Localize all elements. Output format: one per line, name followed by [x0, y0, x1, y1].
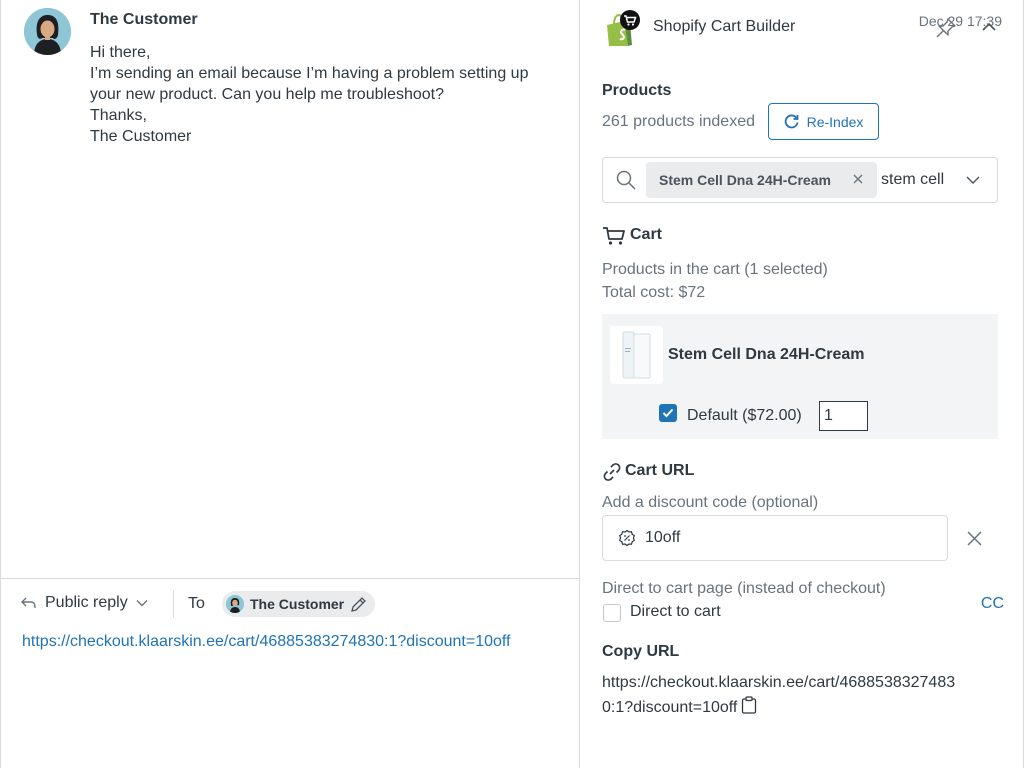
message-line: Thanks, — [90, 107, 147, 124]
message-date: Dec 29 17:39 — [918, 13, 1002, 29]
message-body — [90, 42, 560, 147]
message-line: I’m sending an email because I’m having a problem setting up — [90, 65, 529, 82]
to-label: To — [188, 595, 205, 612]
check-icon — [662, 408, 674, 418]
reindex-label: Re-Index — [806, 113, 864, 130]
discount-badge-icon — [618, 529, 636, 547]
copy-url-heading: Copy URL — [602, 643, 680, 660]
cart-icon — [602, 226, 626, 246]
reply-mode-dropdown[interactable] — [20, 594, 148, 612]
reply-mode-label: Public reply — [45, 594, 128, 611]
quantity-input[interactable] — [819, 401, 868, 431]
message-line: Hi there, — [90, 44, 151, 61]
shopify-logo-icon — [603, 9, 641, 47]
reindex-button[interactable] — [768, 103, 879, 140]
products-heading: Products — [602, 82, 672, 99]
customer-avatar[interactable] — [24, 8, 71, 55]
message-line: The Customer — [90, 128, 192, 145]
copy-url-line-wrap — [602, 695, 992, 720]
reply-arrow-icon — [20, 596, 37, 610]
indexed-count: 261 products indexed — [602, 113, 755, 130]
search-icon — [616, 170, 636, 190]
recipient-name: The Customer — [250, 596, 345, 612]
pin-icon[interactable] — [935, 17, 957, 39]
refresh-icon — [784, 114, 799, 129]
selected-product-tag[interactable] — [646, 162, 877, 198]
copy-url-line: https://checkout.klaarskin.ee/cart/4688538327483 — [602, 674, 956, 691]
cart-summary — [602, 258, 828, 304]
variant-label: Default ($72.00) — [687, 407, 802, 424]
cart-item-name: Stem Cell Dna 24H-Cream — [668, 346, 865, 363]
tag-label: Stem Cell Dna 24H-Cream — [659, 172, 831, 188]
close-icon[interactable] — [851, 172, 865, 186]
chevron-down-icon — [136, 599, 148, 607]
cart-count: Products in the cart (1 selected) — [602, 261, 828, 278]
recipient-chip[interactable] — [222, 591, 375, 617]
message-line: your new product. Can you help me troubleshoot? — [90, 86, 444, 103]
chevron-up-icon[interactable] — [980, 18, 998, 36]
variant-checkbox[interactable] — [659, 404, 677, 422]
discount-label: Add a discount code (optional) — [602, 494, 819, 511]
clipboard-icon[interactable] — [741, 696, 757, 714]
recipient-avatar — [226, 595, 244, 613]
cc-button[interactable]: CC — [980, 595, 1004, 612]
chevron-down-icon[interactable] — [965, 172, 981, 188]
close-icon[interactable] — [966, 530, 983, 547]
direct-to-cart-description: Direct to cart page (instead of checkout) — [602, 580, 886, 597]
discount-input[interactable] — [645, 529, 935, 547]
reply-body-link[interactable]: https://checkout.klaarskin.ee/cart/46885383274830:1?discount=10off — [22, 633, 511, 650]
app-title: Shopify Cart Builder — [653, 18, 796, 35]
search-input[interactable]: stem cell — [881, 171, 945, 188]
cart-heading: Cart — [630, 226, 663, 243]
copy-url-text — [602, 670, 992, 720]
product-thumbnail — [610, 326, 663, 384]
cart-url-heading: Cart URL — [625, 462, 695, 479]
copy-url-line: 0:1?discount=10off — [602, 699, 738, 716]
sender-name: The Customer — [90, 11, 198, 28]
direct-to-cart-checkbox[interactable] — [603, 604, 621, 622]
link-icon — [602, 462, 622, 482]
direct-to-cart-label: Direct to cart — [630, 603, 721, 620]
cart-total: Total cost: $72 — [602, 284, 706, 301]
pencil-icon[interactable] — [350, 596, 367, 613]
divider — [173, 590, 174, 618]
